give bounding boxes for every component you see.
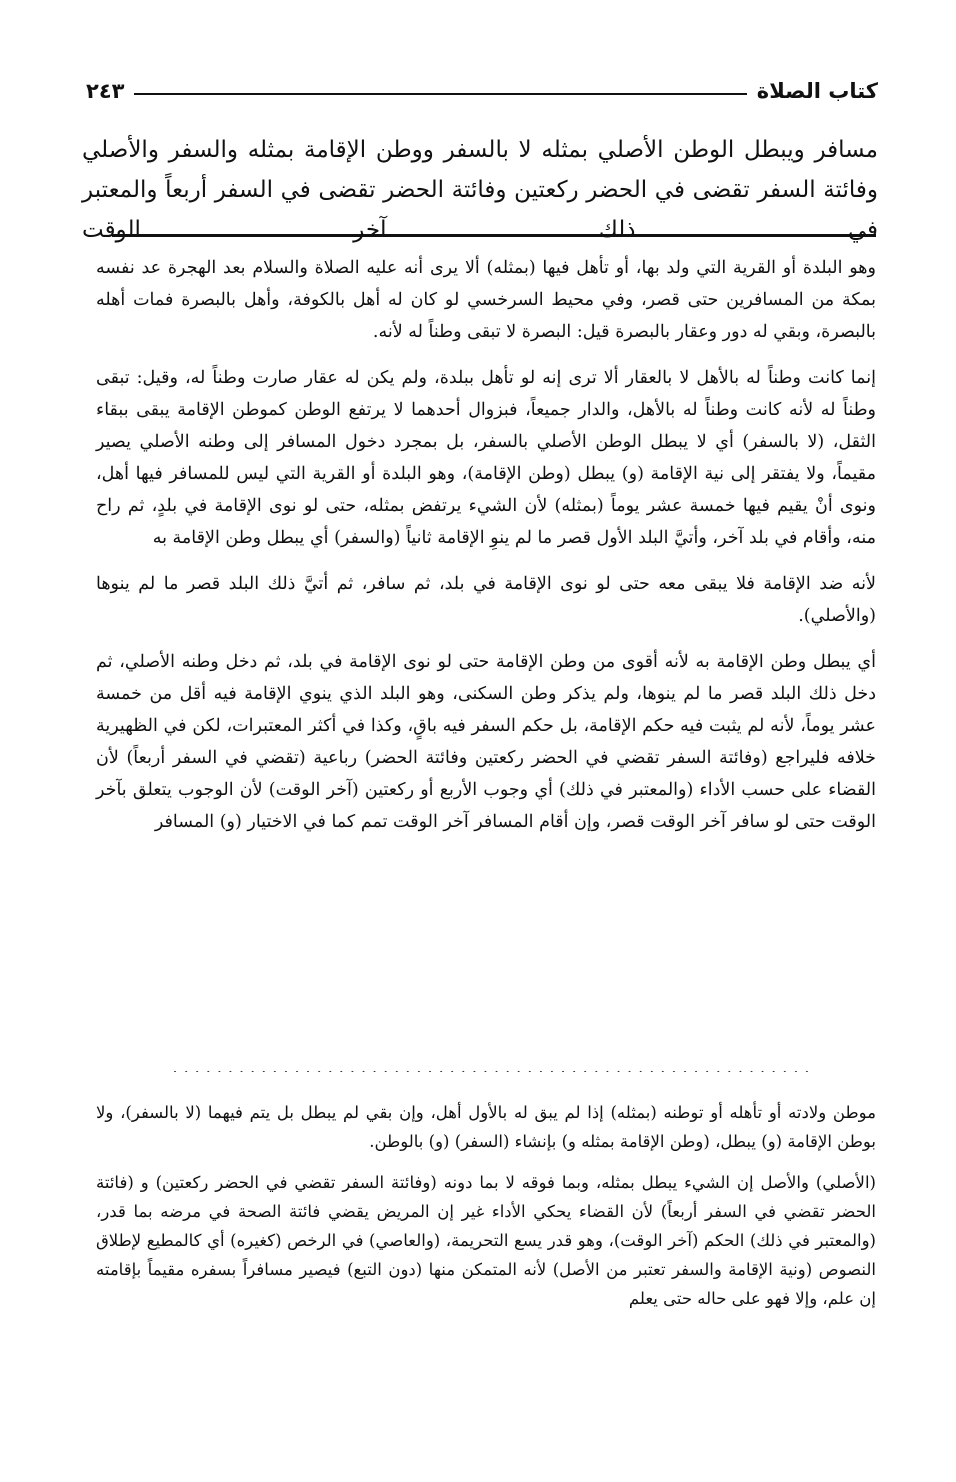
commentary-paragraph: وهو البلدة أو القرية التي ولد بها، أو تأهل فيها (بمثله) ألا يرى أنه عليه الصلاة والسلام بعد الهجرة عد نفسه بمكة من المسافرين حتى قصر، وفي محيط السرخسي لو كان له أهل بالكوفة، وأهل بالبصرة فمات أهله بالبصرة، وبقي له دور وعقار بالبصرة قيل: البصرة لا تبقى وطناً له لأنه. [96, 258, 876, 342]
main-text-paragraph: مسافر ويبطل الوطن الأصلي بمثله لا بالسفر ووطن الإقامة بمثله والسفر والأصلي وفائتة السفر تقضى في الحضر ركعتين وفائتة الحضر تقضى في السفر أربعاً والمعتبر في ذلك آخر الوقت [82, 137, 878, 243]
commentary-paragraph: لأنه ضد الإقامة فلا يبقى معه حتى لو نوى الإقامة في بلد، ثم سافر، ثم أتيَّ ذلك البلد قصر ما لم ينوها (والأصلي). [96, 574, 876, 626]
commentary [96, 252, 876, 852]
margin-commentary-paragraph: موطن ولادته أو تأهله أو توطنه (بمثله) إذا لم يبق له بالأول أهل، وإن بقي لم يبطل بل يتم فيهما (لا بالسفر)، ولا بوطن الإقامة (و) يبطل، (وطن الإقامة بمثله و) بإنشاء (السفر) (و) بالوطن. [96, 1103, 876, 1151]
margin-commentary [96, 1098, 876, 1325]
main-text-separator [112, 234, 876, 237]
main-text [82, 130, 878, 250]
commentary-paragraph: أي يبطل وطن الإقامة به لأنه أقوى من وطن الإقامة حتى لو نوى الإقامة في بلد، ثم دخل وطنه الأصلي، ثم دخل ذلك البلد قصر ما لم ينوها، ولم يذكر وطن السكنى، وهو البلد الذي ينوي الإقامة فيه أقل من خمسة عشر يوماً، لأنه لم يثبت فيه حكم الإقامة، بل حكم السفر فيه باقٍ، وكذا في أكثر المعتبرات، لكن في الظهيرية خلافه فليراجع (وفائتة السفر تقضي في الحضر ركعتين وفائتة الحضر) رباعية (تقضي في السفر أربعاً) لأن القضاء على حسب الأداء (والمعتبر في ذلك) أي وجوب الأربع أو ركعتين (آخر الوقت) لأن الوجوب يتعلق بآخر الوقت حتى لو سافر آخر الوقت قصر، وإن أقام المسافر آخر الوقت تمم كما في الاختيار (و) المسافر [96, 652, 876, 832]
dotted-separator: .......................................................... [172, 1058, 816, 1072]
margin-commentary-paragraph: (الأصلي) والأصل إن الشيء يبطل بمثله، وبما فوقه لا بما دونه (وفائتة السفر تقضي في الحضر ركعتين) و (فائتة الحضر تقضي في السفر أربعاً) لأن القضاء يحكي الأداء غير إن المريض يقضي فائتة الصحة في مرضه بما قدر، (والمعتبر في ذلك) الحكم (آخر الوقت)، وهو قدر يسع التحريمة، (والعاصي) في الرخص (كغيره) أي كالمطيع لإطلاق النصوص (ونية الإقامة والسفر تعتبر من الأصل) لأنه المتمكن منها (دون التبع) فيصير مسافراً بسفره مقيماً بإقامته إن علم، وإلا فهو على حاله حتى يعلم [96, 1173, 876, 1308]
commentary-paragraph: إنما كانت وطناً له بالأهل لا بالعقار ألا ترى إنه لو تأهل ببلدة، ولم يكن له عقار صارت وطناً له، وقيل: تبقى وطناً له لأنه كانت وطناً له بالأهل، والدار جميعاً، فبزوال أحدهما لا يرتفع الوطن كموطن الإقامة يبقى ببقاء الثقل، (لا بالسفر) أي لا يبطل الوطن الأصلي بالسفر، بل بمجرد دخول المسافر إلى وطنه الأصلي يصير مقيماً، ولا يفتقر إلى نية الإقامة (و) يبطل (وطن الإقامة)، وهو البلدة أو القرية التي ليس للمسافر فيها أهل، ونوى أنْ يقيم فيها خمسة عشر يوماً (بمثله) لأن الشيء يرتفض بمثله، حتى لو نوى الإقامة في بلدٍ، ثم راح منه، وأقام في بلد آخر، وأتيَّ البلد الأول قصر ما لم ينوِ الإقامة ثانياً (والسفر) أي يبطل وطن الإقامة به [96, 368, 876, 548]
page-number: ٢٤٣ [86, 79, 125, 103]
chapter-title: كتاب الصلاة [756, 79, 878, 103]
header-rule [134, 93, 746, 95]
running-header [86, 74, 878, 108]
